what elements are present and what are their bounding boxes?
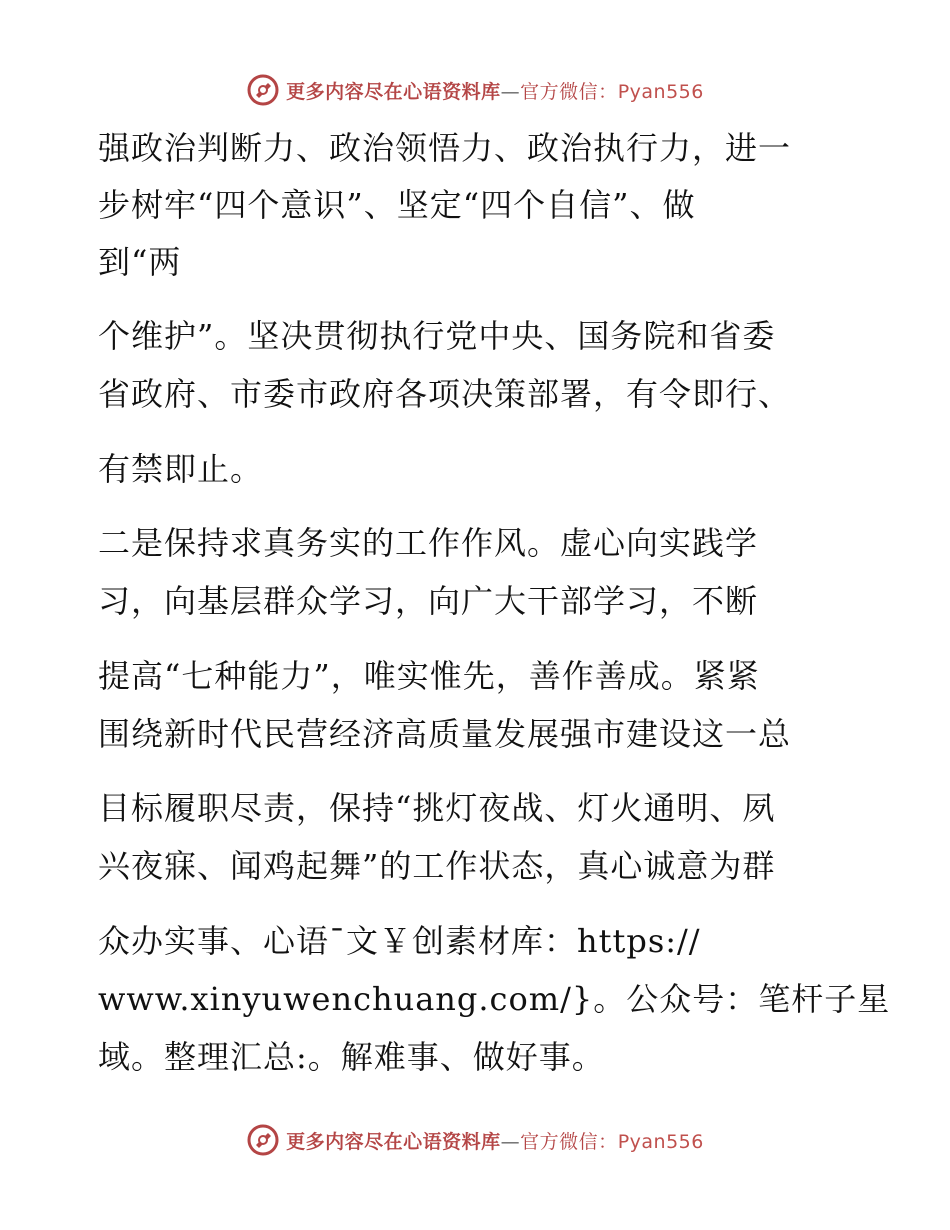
body-line-4: 个维护”。坚决贯彻执行党中央、国务院和省委	[98, 317, 776, 355]
body-line-14: www.xinyuwenchuang.com/}。公众号：笔杆子星	[98, 980, 891, 1018]
body-line-2: 步树牢“四个意识”、坚定“四个自信”、做	[98, 186, 696, 224]
watermark-separator: —	[500, 1130, 521, 1153]
body-line-15: 域。整理汇总:。解难事、做好事。	[98, 1038, 605, 1076]
watermark-wechat-label: 官方微信：	[520, 80, 618, 103]
watermark-separator: —	[500, 80, 521, 103]
body-line-8: 习，向基层群众学习，向广大干部学习，不断	[98, 582, 759, 620]
watermark-main: 更多内容尽在心语资料库	[286, 1130, 501, 1153]
body-line-1: 强政治判断力、政治领悟力、政治执行力，进一	[98, 129, 792, 167]
body-line-3: 到“两	[98, 243, 182, 281]
body-line-11: 目标履职尽责，保持“挑灯夜战、灯火通明、夙	[98, 789, 776, 827]
watermark-wechat-id: Pyan556	[617, 80, 704, 103]
body-line-5: 省政府、市委市政府各项决策部署，有令即行、	[98, 375, 792, 413]
body-line-9: 提高“七种能力”，唯实惟先，善作善成。紧紧	[98, 657, 760, 695]
watermark-wechat-label: 官方微信：	[520, 1130, 618, 1153]
body-line-7: 二是保持求真务实的工作作风。虚心向实践学	[98, 524, 759, 562]
watermark-wechat-id: Pyan556	[617, 1130, 704, 1153]
body-line-13: 众办实事、心语¯文￥创素材库：https://	[98, 922, 701, 960]
footer-watermark	[0, 1118, 950, 1162]
watermark-main: 更多内容尽在心语资料库	[286, 80, 501, 103]
watermark-text	[286, 1127, 704, 1154]
body-line-12: 兴夜寐、闻鸡起舞”的工作状态，真心诚意为群	[98, 847, 776, 885]
body-line-6: 有禁即止。	[98, 450, 264, 488]
body-line-10: 围绕新时代民营经济高质量发展强市建设这一总	[98, 715, 792, 753]
seal-logo-icon	[246, 1123, 280, 1157]
